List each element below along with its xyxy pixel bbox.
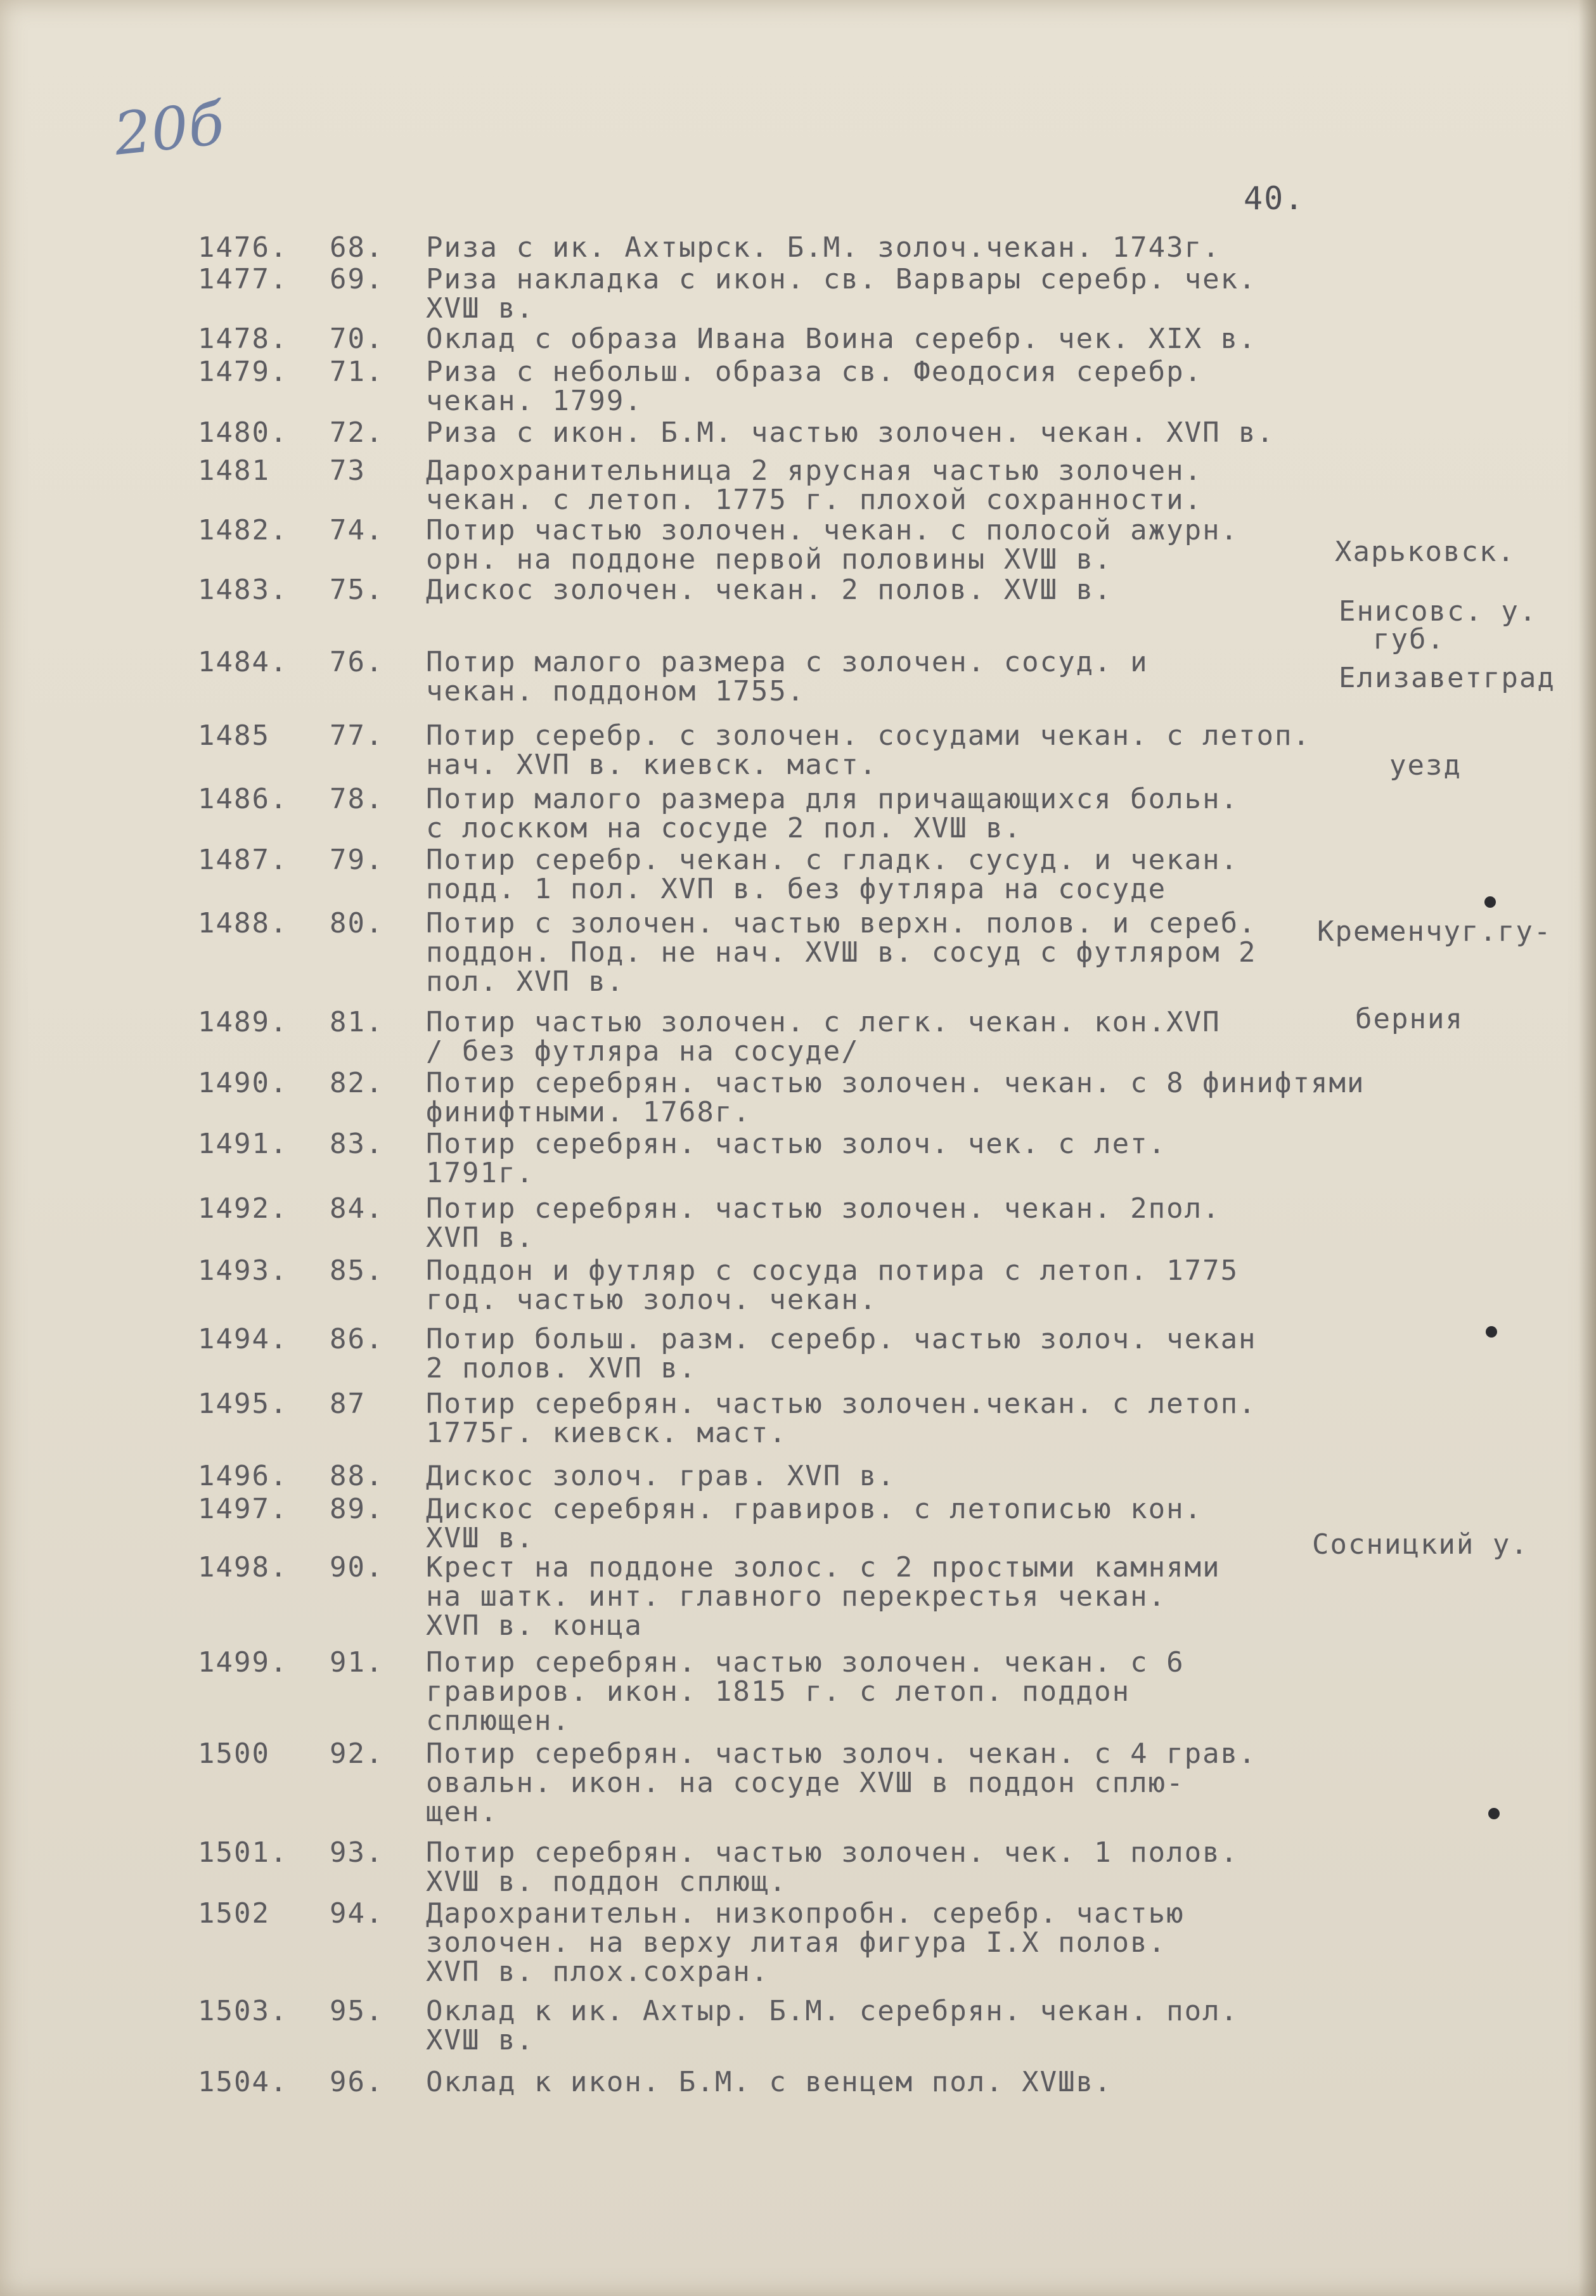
- entry-inventory-number: 1497.: [198, 1493, 288, 1525]
- margin-note-line: Елизаветград: [1339, 662, 1555, 694]
- entry-description: [426, 1390, 1257, 1448]
- entry-description-line: ХVШ в. поддон сплющ.: [426, 1866, 787, 1898]
- entry-item-number: 79.: [330, 844, 384, 876]
- entry-description: [426, 418, 1275, 448]
- entry-description-line: нач. ХVП в. киевск. маст.: [426, 749, 878, 781]
- margin-note-line: Харьковск.: [1335, 536, 1516, 568]
- entry-item-number: 74.: [330, 514, 384, 546]
- margin-note-line: уезд: [1389, 749, 1462, 782]
- entry-description-line: Потир серебр. с золочен. сосудами чекан. с летоп.: [426, 719, 1311, 752]
- entry-item-number: 87: [330, 1388, 366, 1420]
- entry-item-number: 70.: [330, 323, 384, 355]
- entry-description: [426, 1553, 1221, 1641]
- entry-item-number: 94.: [330, 1897, 384, 1930]
- entry-item-number: 86.: [330, 1323, 384, 1355]
- entry-description-line: гравиров. икон. 1815 г. с летоп. поддон: [426, 1675, 1131, 1708]
- entry-description: [426, 846, 1239, 904]
- entry-description: [426, 233, 1221, 262]
- entry-inventory-number: 1498.: [198, 1551, 288, 1583]
- entry-item-number: 90.: [330, 1551, 384, 1583]
- entry-inventory-number: 1490.: [198, 1067, 288, 1099]
- entry-description-line: Потир серебрян. частью золочен. чекан. 2пол.: [426, 1192, 1221, 1225]
- entry-description-line: Потир серебр. чекан. с гладк. сусуд. и чекан.: [426, 844, 1239, 876]
- entry-description-line: подд. 1 пол. ХVП в. без футляра на сосуде: [426, 873, 1167, 905]
- page-number: 40.: [1244, 180, 1305, 217]
- entry-description-line: Потир серебрян. частью золочен. чекан. с 8 финифтями: [426, 1067, 1365, 1099]
- margin-note: [1317, 859, 1552, 1092]
- margin-note-line: губ.: [1373, 623, 1445, 655]
- entry-description-line: Потир серебрян. частью золочен.чекан. с летоп.: [426, 1388, 1257, 1420]
- entry-description-line: год. частью золоч. чекан.: [426, 1284, 878, 1316]
- entry-description: [426, 1997, 1239, 2055]
- entry-description: [426, 1648, 1185, 1736]
- entry-description-line: ХVШ в.: [426, 2024, 534, 2056]
- entry-inventory-number: 1482.: [198, 514, 288, 546]
- entry-description: [426, 325, 1257, 354]
- entry-description-line: Крест на поддоне золос. с 2 простыми камнями: [426, 1551, 1221, 1583]
- entry-description: [426, 648, 1149, 706]
- entry-description-line: ХVП в.: [426, 1222, 534, 1254]
- entry-item-number: 89.: [330, 1493, 384, 1525]
- entry-description: [426, 265, 1257, 323]
- entry-inventory-number: 1493.: [198, 1254, 288, 1287]
- margin-note-line: Сосницкий у.: [1312, 1528, 1529, 1561]
- entry-inventory-number: 1480.: [198, 416, 288, 449]
- entry-inventory-number: 1502: [198, 1897, 270, 1930]
- entry-description-line: Потир частью золочен. с легк. чекан. кон.ХVП: [426, 1006, 1221, 1038]
- entry-item-number: 93.: [330, 1836, 384, 1869]
- margin-note-line: берния: [1355, 1003, 1464, 1035]
- entry-description: [426, 1495, 1202, 1553]
- entry-description-line: сплющен.: [426, 1705, 570, 1737]
- entry-item-number: 81.: [330, 1006, 384, 1038]
- entry-description-line: Потир малого размера для причащающихся больн.: [426, 783, 1239, 815]
- handwritten-note: 20б: [110, 89, 228, 169]
- entry-description-line: Оклад к икон. Б.М. с венцем пол. ХVШв.: [426, 2066, 1112, 2098]
- entry-description: [426, 1739, 1257, 1827]
- entry-description: [426, 516, 1239, 574]
- entry-description: [426, 1899, 1185, 1987]
- entry-description-line: чекан. поддоном 1755.: [426, 675, 806, 707]
- entry-description-line: Потир с золочен. частью верхн. полов. и сереб.: [426, 907, 1257, 939]
- entry-description-line: / без футляра на сосуде/: [426, 1035, 859, 1067]
- entry-inventory-number: 1499.: [198, 1646, 288, 1679]
- entry-inventory-number: 1492.: [198, 1192, 288, 1225]
- entry-inventory-number: 1486.: [198, 783, 288, 815]
- entry-description-line: Потир больш. разм. серебр. частью золоч. чекан: [426, 1323, 1257, 1355]
- entry-description-line: Потир серебрян. частью золоч. чек. с лет.: [426, 1128, 1167, 1160]
- margin-note-line: Енисовс. у.: [1339, 595, 1538, 628]
- entry-inventory-number: 1501.: [198, 1836, 288, 1869]
- entry-inventory-number: 1504.: [198, 2066, 288, 2098]
- entry-description-line: Дискос серебрян. гравиров. с летописью кон.: [426, 1493, 1203, 1525]
- entry-item-number: 75.: [330, 574, 384, 606]
- entry-inventory-number: 1485: [198, 719, 270, 752]
- entry-inventory-number: 1503.: [198, 1995, 288, 2027]
- entry-description: [426, 721, 1311, 780]
- entry-description-line: ХVП в. плох.сохран.: [426, 1956, 769, 1988]
- entry-description-line: Риза с ик. Ахтырск. Б.М. золоч.чекан. 1743г.: [426, 231, 1221, 264]
- entry-item-number: 91.: [330, 1646, 384, 1679]
- entry-inventory-number: 1478.: [198, 323, 288, 355]
- entry-description-line: Оклад с образа Ивана Воина серебр. чек. ХIХ в.: [426, 323, 1257, 355]
- entry-description-line: 1775г. киевск. маст.: [426, 1417, 787, 1449]
- entry-description: [426, 1008, 1221, 1066]
- ink-dot: [1488, 1808, 1500, 1819]
- entry-inventory-number: 1496.: [198, 1460, 288, 1492]
- entry-description: [426, 358, 1202, 416]
- entry-description: [426, 1256, 1239, 1315]
- entry-inventory-number: 1491.: [198, 1128, 288, 1160]
- entry-description-line: Потир частью золочен. чекан. с полосой ажурн.: [426, 514, 1239, 546]
- entry-description: [426, 1462, 896, 1491]
- entry-description: [426, 1069, 1365, 1127]
- entry-description: [426, 576, 1112, 605]
- entry-description-line: Риза накладка с икон. св. Варвары серебр. чек.: [426, 263, 1257, 295]
- ink-dot: [1484, 896, 1496, 908]
- entry-inventory-number: 1483.: [198, 574, 288, 606]
- entry-item-number: 92.: [330, 1738, 384, 1770]
- entry-description: [426, 785, 1239, 843]
- entry-description-line: чекан. 1799.: [426, 385, 643, 417]
- entry-item-number: 80.: [330, 907, 384, 939]
- entry-description-line: овальн. икон. на сосуде ХVШ в поддон сплю-: [426, 1767, 1185, 1799]
- entry-description-line: 1791г.: [426, 1157, 534, 1189]
- entry-description-line: Потир серебрян. частью золочен. чекан. с 6: [426, 1646, 1185, 1679]
- entry-inventory-number: 1494.: [198, 1323, 288, 1355]
- entry-item-number: 96.: [330, 2066, 384, 2098]
- entry-description-line: Риза с икон. Б.М. частью золочен. чекан. ХVП в.: [426, 416, 1275, 449]
- entry-item-number: 72.: [330, 416, 384, 449]
- entry-inventory-number: 1500: [198, 1738, 270, 1770]
- entry-item-number: 83.: [330, 1128, 384, 1160]
- entry-description-line: Дискос золочен. чекан. 2 полов. ХVШ в.: [426, 574, 1112, 606]
- entry-item-number: 82.: [330, 1067, 384, 1099]
- ink-dot: [1486, 1326, 1497, 1338]
- entry-inventory-number: 1487.: [198, 844, 288, 876]
- entry-inventory-number: 1488.: [198, 907, 288, 939]
- entry-item-number: 88.: [330, 1460, 384, 1492]
- entry-description-line: золочен. на верху литая фигура I.Х полов.: [426, 1926, 1167, 1959]
- entry-description-line: 2 полов. ХVП в.: [426, 1352, 697, 1384]
- entry-description-line: Дарохранительница 2 ярусная частью золочен.: [426, 455, 1203, 487]
- entry-item-number: 69.: [330, 263, 384, 295]
- entry-item-number: 95.: [330, 1995, 384, 2027]
- entry-description: [426, 909, 1257, 996]
- margin-note-line: Кременчуг.гу-: [1317, 915, 1552, 948]
- entry-description: [426, 456, 1202, 515]
- entry-item-number: 71.: [330, 356, 384, 388]
- entry-description-line: поддон. Под. не нач. ХVШ в. сосуд с футляром 2: [426, 936, 1257, 969]
- entry-description-line: Потир малого размера с золочен. сосуд. и: [426, 646, 1149, 678]
- entry-description: [426, 1194, 1221, 1253]
- entry-description-line: щен.: [426, 1796, 498, 1828]
- entry-description: [426, 1838, 1239, 1897]
- entry-description: [426, 2068, 1112, 2097]
- entry-description-line: ХVП в. конца: [426, 1609, 643, 1642]
- entry-item-number: 84.: [330, 1192, 384, 1225]
- entry-description-line: Поддон и футляр с сосуда потира с летоп. 1775: [426, 1254, 1239, 1287]
- entry-description-line: Дарохранительн. низкопробн. серебр. частью: [426, 1897, 1185, 1930]
- entry-inventory-number: 1489.: [198, 1006, 288, 1038]
- sheet-edge: [1578, 0, 1596, 2296]
- entry-description-line: ХVШ в.: [426, 292, 534, 325]
- entry-inventory-number: 1495.: [198, 1388, 288, 1420]
- margin-note: [1312, 1472, 1529, 1618]
- entry-description: [426, 1130, 1166, 1188]
- entry-inventory-number: 1477.: [198, 263, 288, 295]
- entry-description-line: на шатк. инт. главного перекрестья чекан.: [426, 1580, 1167, 1613]
- entry-description-line: пол. ХVП в.: [426, 965, 625, 998]
- entry-item-number: 78.: [330, 783, 384, 815]
- entry-inventory-number: 1479.: [198, 356, 288, 388]
- entry-description-line: Риза с небольш. образа св. Феодосия серебр.: [426, 356, 1203, 388]
- entry-item-number: 76.: [330, 646, 384, 678]
- entry-inventory-number: 1481: [198, 455, 270, 487]
- entry-description: [426, 1325, 1257, 1383]
- entry-description-line: Дискос золоч. грав. ХVП в.: [426, 1460, 896, 1492]
- entry-item-number: 73: [330, 455, 366, 487]
- entry-description-line: Потир серебрян. частью золоч. чекан. с 4 грав.: [426, 1738, 1257, 1770]
- entry-inventory-number: 1476.: [198, 231, 288, 264]
- entry-description-line: орн. на поддоне первой половины ХVШ в.: [426, 543, 1112, 576]
- margin-note: [1339, 605, 1555, 839]
- entry-description-line: Оклад к ик. Ахтыр. Б.М. серебрян. чекан. пол.: [426, 1995, 1239, 2027]
- entry-item-number: 85.: [330, 1254, 384, 1287]
- entry-description-line: ХVШ в.: [426, 1522, 534, 1554]
- entry-item-number: 68.: [330, 231, 384, 264]
- entry-description-line: с лоскком на сосуде 2 пол. ХVШ в.: [426, 812, 1022, 844]
- entry-description-line: чекан. с летоп. 1775 г. плохой сохранности.: [426, 484, 1203, 516]
- entry-inventory-number: 1484.: [198, 646, 288, 678]
- entry-item-number: 77.: [330, 719, 384, 752]
- entry-description-line: финифтными. 1768г.: [426, 1096, 751, 1128]
- entry-description-line: Потир серебрян. частью золочен. чек. 1 полов.: [426, 1836, 1239, 1869]
